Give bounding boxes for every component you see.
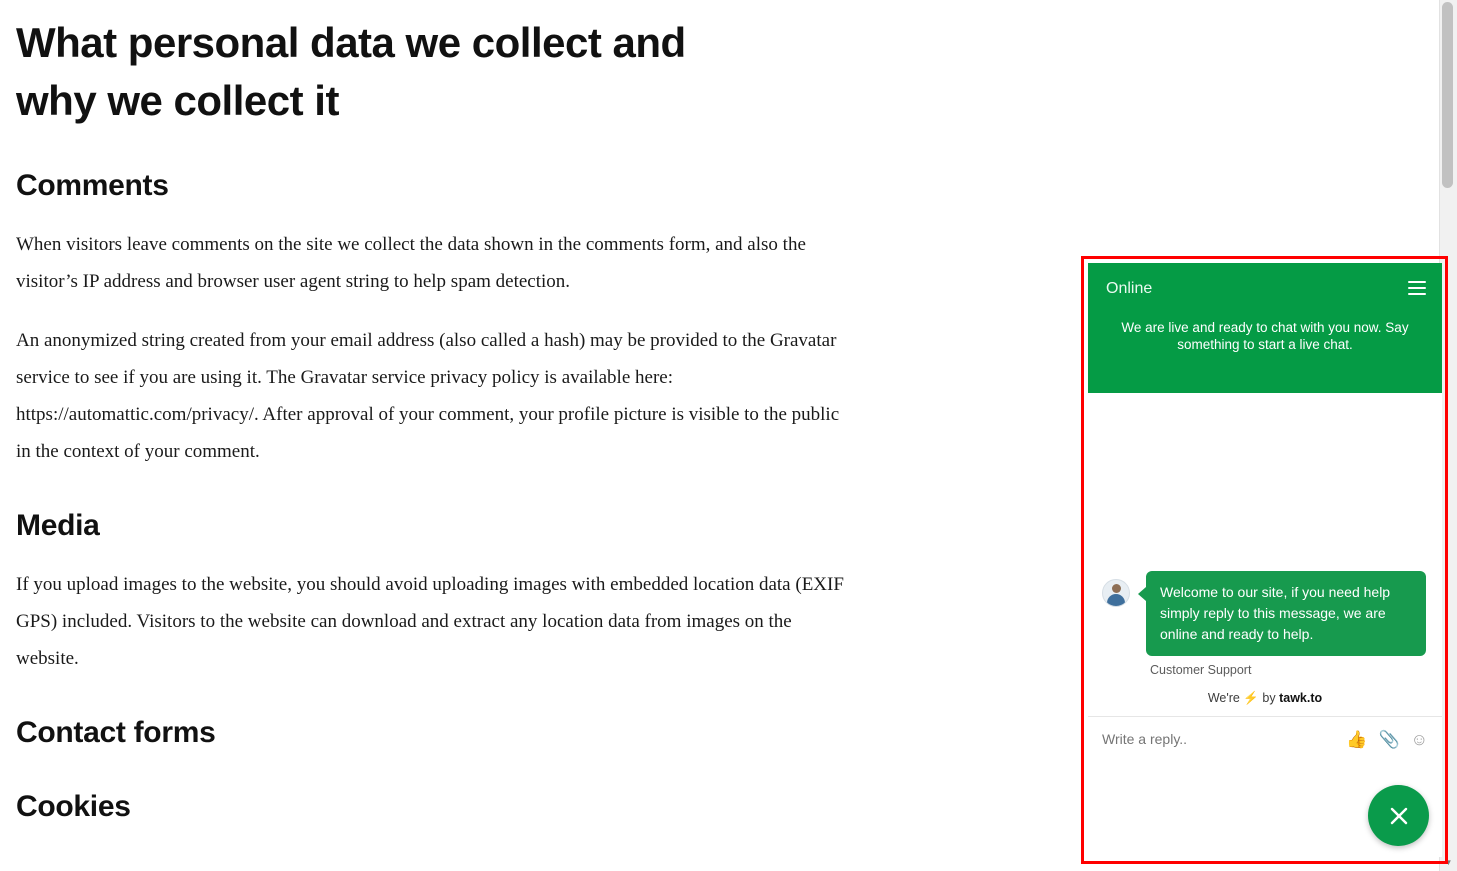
section-heading-contact-forms: Contact forms (16, 716, 216, 750)
close-icon (1388, 805, 1410, 827)
section-heading-comments: Comments (16, 168, 169, 202)
scrollbar-thumb[interactable] (1442, 2, 1453, 188)
chat-input-row[interactable] (1088, 716, 1442, 761)
avatar (1102, 579, 1130, 607)
paperclip-icon[interactable]: 📎 (1378, 729, 1400, 749)
paragraph-comments-1: When visitors leave comments on the site we collect the data shown in the comments form, and also the visitor’s IP address and browser user agent string to help spam detection. (16, 233, 806, 292)
chat-greeting-text: We are live and ready to chat with you now. Say something to start a live chat. (1121, 320, 1409, 352)
chat-input-icons (1346, 731, 1428, 748)
chat-header (1088, 263, 1442, 393)
chat-message-list (1088, 393, 1442, 677)
chat-branding[interactable] (1088, 677, 1442, 716)
branding-prefix: We're (1207, 691, 1240, 705)
bubble-tail-icon (1138, 587, 1146, 601)
chat-message (1102, 571, 1428, 656)
paragraph-media-1: If you upload images to the website, you should avoid uploading images with embedded location data (EXIF GPS) included. Visitors to the website can download and extract any location data from images on the website. (16, 574, 844, 670)
section-heading-media: Media (16, 509, 100, 543)
chat-footer (1088, 761, 1442, 857)
chat-widget[interactable] (1088, 263, 1442, 857)
paragraph-comments-2: An anonymized string created from your email address (also called a hash) may be provided to the Gravatar service to see if you are using it. The Gravatar service privacy policy is available here: https://automattic.com/privacy/. After approval of your comment, your profile picture is visible to the public in the context of your comment. (16, 330, 840, 463)
scroll-down-arrow-icon[interactable]: ▼ (1444, 858, 1453, 867)
section-heading-cookies: Cookies (16, 790, 131, 824)
emoji-icon[interactable]: ☺ (1410, 729, 1428, 749)
branding-middle: by (1262, 691, 1276, 705)
page-title: What personal data we collect and why we collect it (16, 19, 686, 124)
bolt-icon: ⚡ (1243, 691, 1259, 705)
chat-status-label: Online (1106, 280, 1153, 297)
thumbs-up-icon[interactable]: 👍 (1346, 729, 1368, 749)
chat-message-sender: Customer Support (1150, 663, 1252, 677)
close-chat-button[interactable] (1368, 785, 1429, 846)
branding-brand-link[interactable]: tawk.to (1279, 691, 1323, 705)
hamburger-menu-icon[interactable] (1408, 281, 1426, 295)
chat-reply-input[interactable] (1102, 727, 1346, 751)
chat-message-bubble: Welcome to our site, if you need help simply reply to this message, we are online and ready to help. (1146, 571, 1426, 656)
